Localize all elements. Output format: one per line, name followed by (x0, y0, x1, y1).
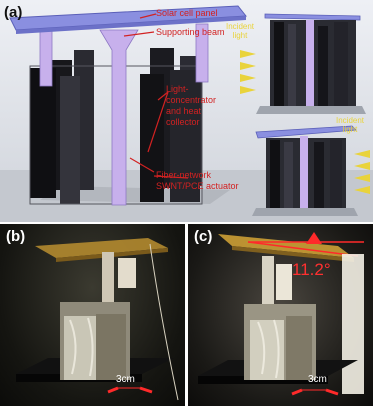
concentrator-label: Light- concentrator and heat collector (166, 84, 217, 127)
panel-b-photo (0, 224, 185, 406)
incident-light-label-top: Incident light (226, 22, 255, 40)
actuator-label: Fiber-network SWNT/PCE actuator (156, 170, 239, 191)
scale-label-b: 3cm (116, 374, 135, 385)
supporting-beam-label: Supporting beam (156, 27, 225, 37)
photo-b-drawing (0, 224, 185, 406)
photo-c-drawing (188, 224, 373, 406)
panel-label-a: (a) (4, 4, 23, 21)
incident-light-label-bottom: Incident light (336, 116, 365, 134)
scale-label-c: 3cm (308, 374, 327, 385)
tilt-angle-label: 11.2° (292, 260, 331, 279)
panel-label-b: (b) (6, 228, 26, 245)
solar-cell-panel-label: Solar cell panel (156, 8, 218, 18)
panel-label-c: (c) (194, 228, 213, 245)
panel-c-photo (188, 224, 373, 406)
